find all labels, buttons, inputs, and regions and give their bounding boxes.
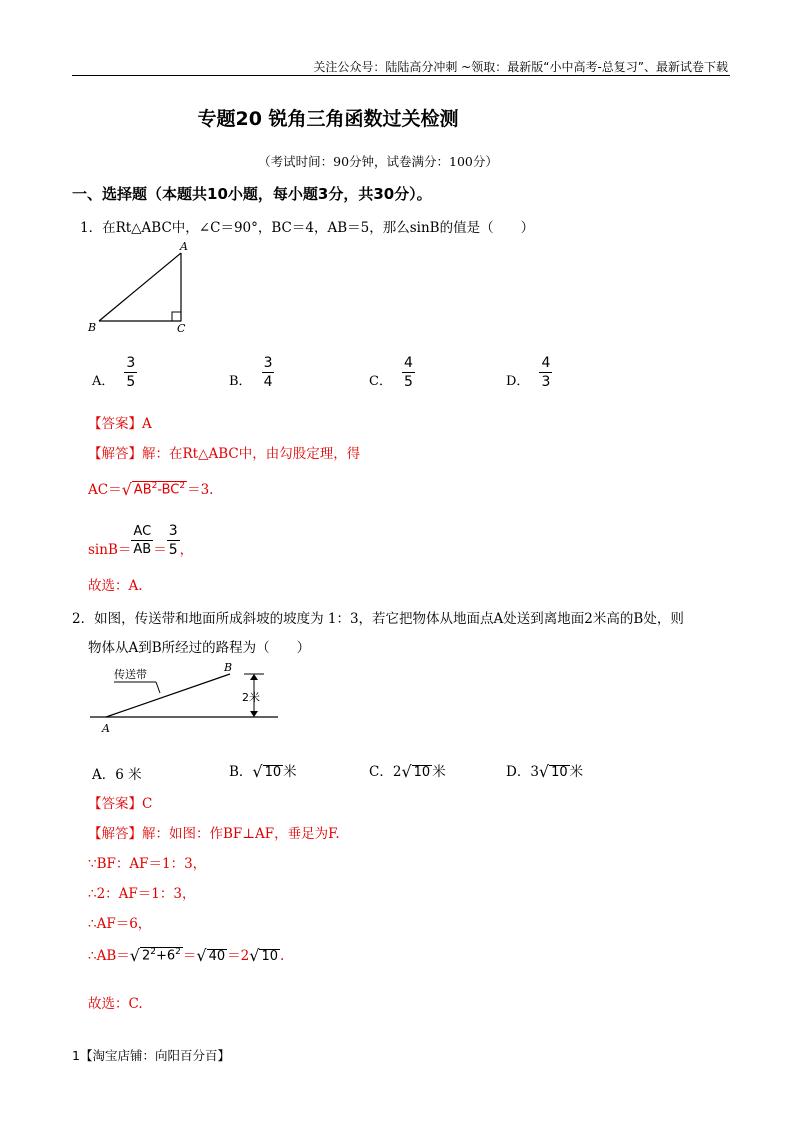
q1-vertex-b: B <box>88 321 97 334</box>
q2-choice: 故选：C. <box>88 996 143 1012</box>
header-divider <box>72 75 730 76</box>
q2-point-b: B <box>224 661 233 674</box>
q1-step-sinb: sinB＝ $\frac{AC}{AB}$ ＝ $\frac{3}{5}$ ， <box>88 522 194 558</box>
q2-belt-label: 传送带 <box>114 668 147 681</box>
q1-option-a: A． $\frac{3}{5}$ <box>92 355 136 390</box>
q2-option-b: B． √ 10 米 <box>229 762 297 781</box>
q2-step-3: ∴AF＝6， <box>88 916 152 932</box>
q1-triangle-figure <box>84 240 204 336</box>
q2-conveyor-figure <box>88 660 288 740</box>
q2-option-a: A．6 米 <box>92 767 142 783</box>
page-title: 专题20 锐角三角函数过关检测 <box>197 108 459 130</box>
q1-stem: 1．在Rt△ABC中，∠C＝90°，BC＝4，AB＝5，那么sinB的值是（ ） <box>80 220 535 236</box>
q1-option-d: D． $\frac{4}{3}$ <box>506 355 551 390</box>
q2-option-c: C． 2 √ 10 米 <box>369 762 446 781</box>
q2-stem-line2: 物体从A到B所经过的路程为（ ） <box>88 640 311 656</box>
q1-option-b: B． $\frac{3}{4}$ <box>229 355 273 390</box>
q2-step-1: ∵BF：AF＝1：3， <box>88 856 207 872</box>
q1-vertex-a: A <box>180 240 188 253</box>
q2-step-4: ∴AB＝ √ $2^2+6^2$ ＝ √ 40 ＝2 √ 10 . <box>88 946 285 965</box>
page-header: 关注公众号：陆陆高分冲刺 ~领取：最新版“小中高考-总复习”、最新试卷下载 <box>313 60 728 74</box>
q1-choice: 故选：A. <box>88 578 143 594</box>
q1-answer: 【答案】A <box>88 416 152 432</box>
q2-step-2: ∴2：AF＝1：3， <box>88 886 196 902</box>
q1-vertex-c: C <box>177 322 186 335</box>
q2-stem-line1: 2．如图，传送带和地面所成斜坡的坡度为 1：3，若它把物体从地面点A处送到离地面2米高的B处，则 <box>72 611 684 627</box>
exam-info: （考试时间：90分钟，试卷满分：100分） <box>258 154 498 169</box>
q2-option-d: D． 3 √ 10 米 <box>506 762 584 781</box>
q2-explanation: 【解答】解：如图：作BF⊥AF，垂足为F. <box>88 826 340 842</box>
page-footer: 1【淘宝店铺：向阳百分百】 <box>72 1048 230 1063</box>
q1-explanation: 【解答】解：在Rt△ABC中，由勾股定理，得 <box>88 446 361 462</box>
q2-height-label: 2米 <box>242 691 260 704</box>
q2-point-a: A <box>102 722 110 735</box>
q1-step-ac: AC＝ √ $AB^2-BC^2$ ＝3. <box>88 480 214 499</box>
section-heading: 一、选择题（本题共10小题，每小题3分，共30分）。 <box>72 185 432 203</box>
q2-answer: 【答案】C <box>88 796 153 812</box>
q1-option-c: C． $\frac{4}{5}$ <box>369 355 413 390</box>
